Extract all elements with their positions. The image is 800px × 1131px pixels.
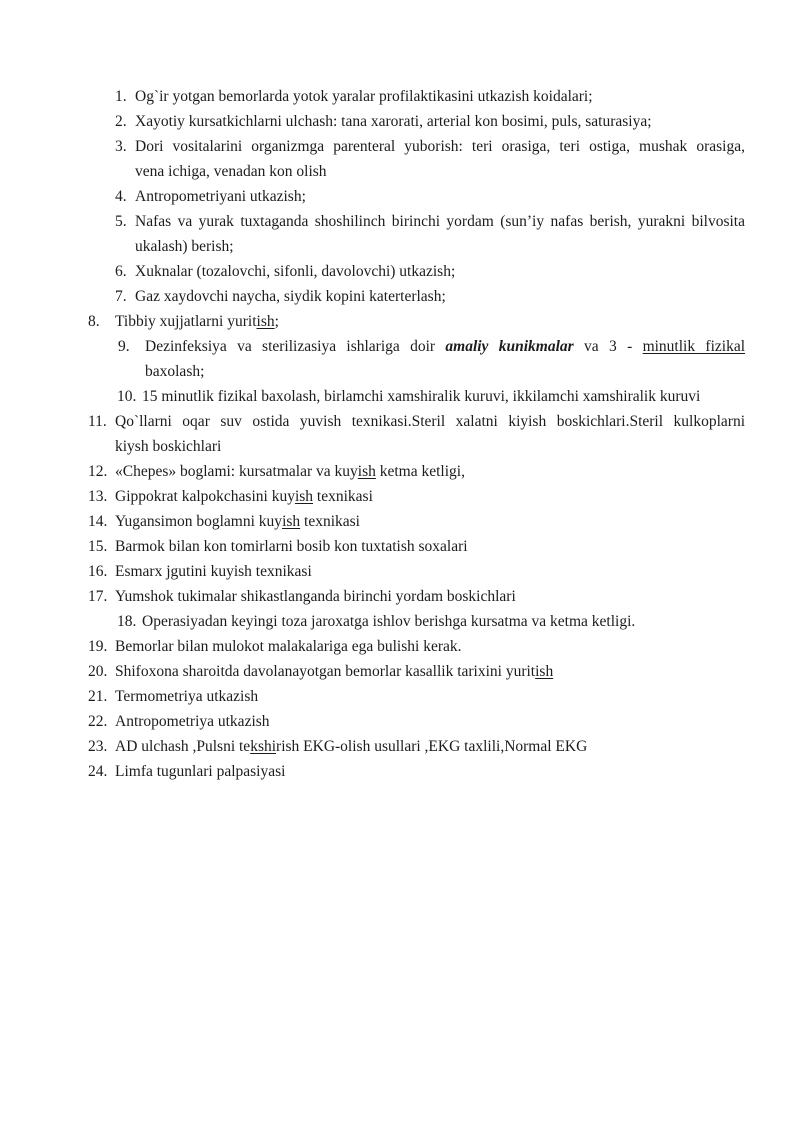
text-segment: Esmarx jgutini kuyish texnikasi (115, 563, 312, 580)
list-item (115, 284, 745, 309)
list-item-text (115, 709, 745, 734)
list-item-number: 21. (88, 688, 108, 705)
text-segment: Yugansimon boglamni kuy (115, 513, 283, 530)
text-line (135, 209, 745, 234)
text-segment: Bemorlar bilan mulokot malakalariga ega bulishi kerak. (115, 638, 462, 655)
text-line (145, 334, 745, 359)
list-item-text (115, 684, 745, 709)
text-line (115, 584, 745, 609)
text-segment: ; (274, 313, 279, 330)
list-item-text (115, 534, 745, 559)
text-segment: Termometriya utkazish (115, 688, 259, 705)
list-item-text (115, 734, 745, 759)
text-segment: Xuknalar (tozalovchi, sifonli, davolovchi) utkazish; (135, 263, 456, 280)
list-item-text (135, 209, 745, 259)
list-item (88, 634, 745, 659)
text-segment: ukalash) berish; (135, 238, 234, 255)
text-line (115, 509, 745, 534)
text-line (115, 484, 745, 509)
text-line (115, 459, 745, 484)
list-item (88, 734, 745, 759)
text-segment: Qo`llarni oqar suv ostida yuvish texnikasi.Steril xalatni kiyish boskichlari.Steril kulkoplarni (115, 413, 745, 430)
list-item-number: 12. (88, 463, 108, 480)
text-segment: Barmok bilan kon tomirlarni bosib kon tuxtatish soxalari (115, 538, 468, 555)
list-item-text (135, 134, 745, 184)
text-segment: Limfa tugunlari palpasiyasi (115, 763, 286, 780)
text-line (135, 84, 745, 109)
list-item-text (115, 409, 745, 459)
list-item (88, 484, 745, 509)
text-segment: amaliy kunikmalar (445, 338, 574, 355)
text-line (115, 559, 745, 584)
text-segment: 15 minutlik fizikal baxolash, birlamchi xamshiralik kuruvi, ikkilamchi xamshiralik kuruvi (142, 388, 701, 405)
text-segment: texnikasi (300, 513, 360, 530)
list-item (88, 409, 745, 459)
list-item-number: 7. (115, 288, 127, 305)
list-item-number: 4. (115, 188, 127, 205)
text-segment: ish (294, 488, 314, 505)
text-line (115, 734, 745, 759)
list-item-text (115, 634, 745, 659)
text-segment: ish (535, 663, 554, 680)
text-segment: Operasiyadan keyingi toza jaroxatga ishlov berishga kursatma va ketma ketligi. (142, 613, 636, 630)
text-line (115, 534, 745, 559)
list-item (118, 334, 745, 384)
list-item-number: 20. (88, 663, 108, 680)
list-item-number: 13. (88, 488, 108, 505)
document-list (88, 84, 745, 784)
text-line (135, 234, 745, 259)
list-item-text (115, 584, 745, 609)
text-segment: «Chepes» boglami: kursatmalar va kuy (115, 463, 358, 480)
list-item (88, 459, 745, 484)
list-item-number: 17. (88, 588, 108, 605)
text-segment: texnikasi (313, 488, 373, 505)
list-item-number: 1. (115, 88, 127, 105)
list-item-text (135, 109, 745, 134)
list-item-number: 9. (118, 338, 130, 355)
text-line (135, 109, 745, 134)
list-item (115, 109, 745, 134)
list-item-text (115, 759, 745, 784)
list-item-text (142, 384, 745, 409)
text-line (145, 359, 745, 384)
list-item-number: 16. (88, 563, 108, 580)
list-item-text (135, 84, 745, 109)
list-item-text (135, 284, 745, 309)
list-item-number: 5. (115, 213, 127, 230)
list-item (115, 84, 745, 109)
list-item (88, 659, 745, 684)
text-line (115, 659, 745, 684)
list-item-text (135, 184, 745, 209)
list-item-text (115, 459, 745, 484)
text-segment: Dori vositalarini organizmga parenteral yuborish: teri orasiga, teri ostiga, mushak orasiga, (135, 138, 745, 155)
text-segment: va 3 - (573, 338, 643, 355)
text-line (115, 709, 745, 734)
list-item-number: 15. (88, 538, 108, 555)
list-item-number: 10. (117, 388, 137, 405)
text-segment: baxolash; (145, 363, 205, 380)
text-line (135, 284, 745, 309)
text-segment: kshi (250, 738, 277, 755)
list-item-text (115, 484, 745, 509)
list-item (117, 609, 745, 634)
list-item (88, 584, 745, 609)
list-item-text (142, 609, 745, 634)
text-segment: Shifoxona sharoitda davolanayotgan bemorlar kasallik tarixini yurit (115, 663, 536, 680)
list-item (115, 209, 745, 259)
list-item-number: 24. (88, 763, 108, 780)
text-segment: ketma ketligi, (375, 463, 465, 480)
text-line (135, 134, 745, 159)
text-segment: rish EKG-olish usullari ,EKG taxlili,Normal EKG (276, 738, 588, 755)
text-segment: Xayotiy kursatkichlarni ulchash: tana xarorati, arterial kon bosimi, puls, saturasiya; (135, 113, 652, 130)
text-segment: minutlik fizikal (642, 338, 746, 355)
text-segment: Gaz xaydovchi naycha, siydik kopini katerterlash; (135, 288, 446, 305)
list-item-number: 11. (88, 413, 107, 430)
text-segment: Tibbiy xujjatlarni yurit (115, 313, 257, 330)
text-segment: Antropometriya utkazish (115, 713, 270, 730)
list-item-text (115, 509, 745, 534)
text-segment: AD ulchash ,Pulsni te (115, 738, 251, 755)
list-item (115, 259, 745, 284)
list-item (88, 559, 745, 584)
list-item-text (115, 309, 745, 334)
text-segment: ish (256, 313, 275, 330)
text-segment: kiysh boskichlari (115, 438, 222, 455)
text-segment: Dezinfeksiya va sterilizasiya ishlariga doir (145, 338, 446, 355)
text-segment: ish (282, 513, 301, 530)
list-item (88, 759, 745, 784)
list-item (115, 134, 745, 184)
text-segment: ish (357, 463, 376, 480)
text-line (115, 409, 745, 434)
text-segment: Og`ir yotgan bemorlarda yotok yaralar profilaktikasini utkazish koidalari; (135, 88, 593, 105)
list-item-text (115, 559, 745, 584)
list-item (88, 309, 745, 334)
text-line (115, 634, 745, 659)
text-segment: Antropometriyani utkazish; (135, 188, 306, 205)
text-segment: vena ichiga, venadan kon olish (135, 163, 327, 180)
text-segment: Gippokrat kalpokchasini kuy (115, 488, 295, 505)
list-item (115, 184, 745, 209)
text-line (142, 609, 745, 634)
list-item-number: 8. (88, 313, 100, 330)
text-line (115, 309, 745, 334)
text-segment: Nafas va yurak tuxtaganda shoshilinch birinchi yordam (sun’iy nafas berish, yurakni bilvosita (135, 213, 745, 230)
text-line (135, 159, 745, 184)
text-line (135, 184, 745, 209)
text-line (135, 259, 745, 284)
list-item (88, 534, 745, 559)
list-item (88, 684, 745, 709)
text-line (115, 759, 745, 784)
text-line (142, 384, 745, 409)
list-item-number: 19. (88, 638, 108, 655)
list-item-number: 23. (88, 738, 108, 755)
list-item-text (115, 659, 745, 684)
list-item-number: 2. (115, 113, 127, 130)
text-line (115, 434, 745, 459)
list-item-text (145, 334, 745, 384)
list-item (117, 384, 745, 409)
list-item-number: 3. (115, 138, 127, 155)
list-item (88, 509, 745, 534)
list-item-text (135, 259, 745, 284)
list-item-number: 22. (88, 713, 108, 730)
list-item-number: 14. (88, 513, 108, 530)
list-item-number: 18. (117, 613, 137, 630)
text-segment: Yumshok tukimalar shikastlanganda birinchi yordam boskichlari (115, 588, 516, 605)
list-item-number: 6. (115, 263, 127, 280)
list-item (88, 709, 745, 734)
text-line (115, 684, 745, 709)
